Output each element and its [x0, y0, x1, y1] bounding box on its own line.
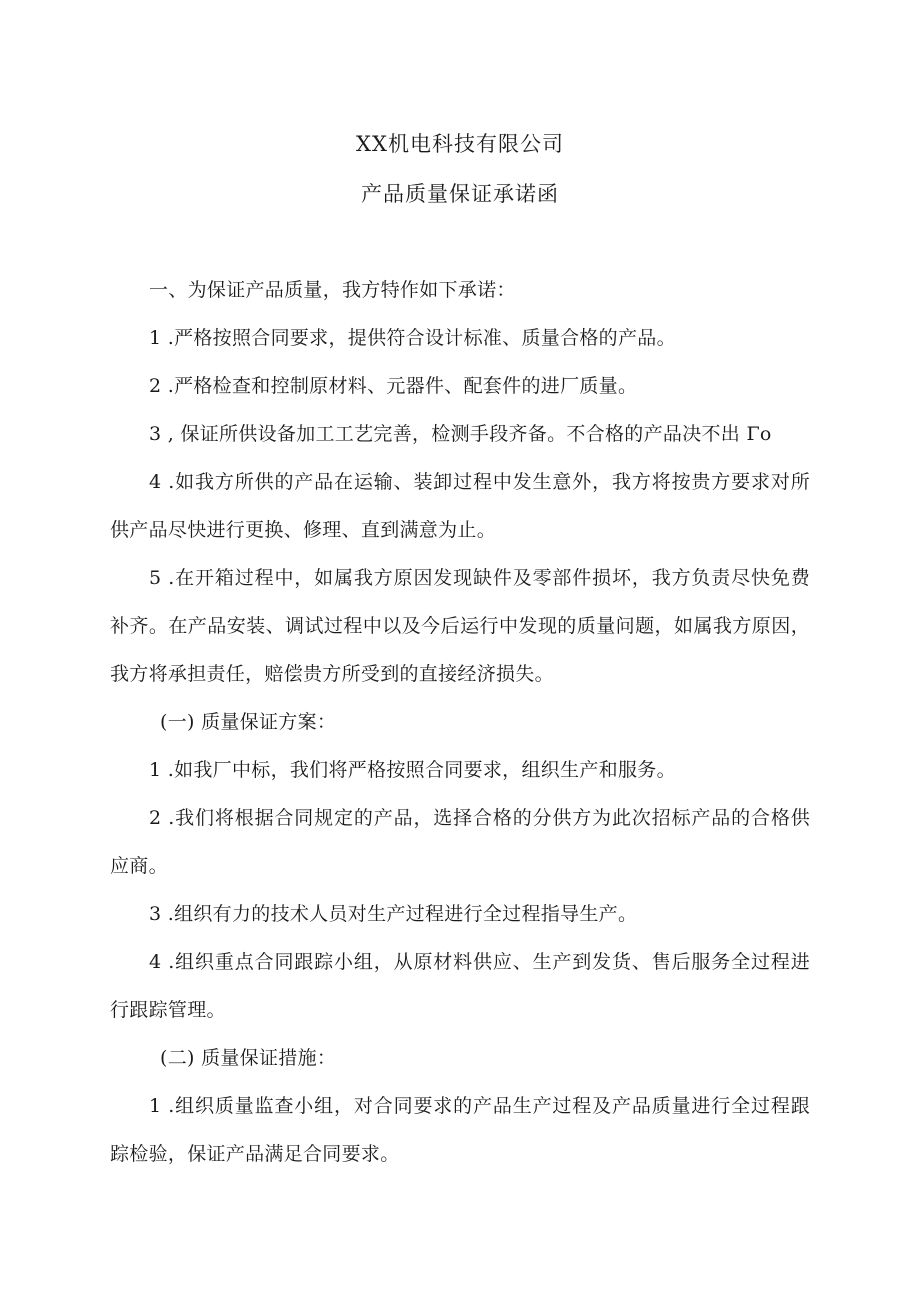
company-name: XX机电科技有限公司 — [356, 132, 564, 156]
section-heading-commitment: 一、为保证产品质量，我方特作如下承诺： — [149, 279, 516, 301]
paragraph-plan-2: 2 .我们将根据合同规定的产品，选择合格的分供方为此次招标产品的合格供应商。 — [110, 807, 810, 877]
paragraph-plan-1: 1 .如我厂中标，我们将严格按照合同要求，组织生产和服务。 — [149, 759, 676, 781]
paragraph-commitment-4: 4 .如我方所供的产品在运输、装卸过程中发生意外，我方将按贵方要求对所供产品尽快进行更换、修理、直到满意为止。 — [110, 471, 810, 541]
paragraph-plan-4: 4 .组织重点合同跟踪小组，从原材料供应、生产到发货、售后服务全过程进行跟踪管理。 — [110, 951, 810, 1021]
paragraph-commitment-2: 2 .严格检查和控制原材料、元器件、配套件的进厂质量。 — [149, 375, 638, 397]
paragraph-plan-3: 3 .组织有力的技术人员对生产过程进行全过程指导生产。 — [149, 903, 638, 925]
paragraph-commitment-3: 3 , 保证所供设备加工工艺完善，检测手段齐备。不合格的产品决不出 Γo — [149, 423, 772, 445]
paragraph-commitment-1: 1 .严格按照合同要求，提供符合设计标准、质量合格的产品。 — [149, 327, 676, 349]
document-title: 产品质量保证承诺函 — [361, 182, 559, 206]
paragraph-commitment-5: 5 .在开箱过程中，如属我方原因发现缺件及零部件损坏，我方负责尽快免费补齐。在产品安装、调试过程中以及今后运行中发现的质量问题，如属我方原因，我方将承担责任，赔偿贵方所受到的直接经济损失。 — [110, 567, 810, 685]
subsection-heading-plan: (一) 质量保证方案： — [160, 711, 337, 733]
paragraph-measures-1: 1 .组织质量监查小组，对合同要求的产品生产过程及产品质量进行全过程跟踪检验，保证产品满足合同要求。 — [110, 1095, 810, 1165]
subsection-heading-measures: (二) 质量保证措施： — [160, 1047, 337, 1069]
